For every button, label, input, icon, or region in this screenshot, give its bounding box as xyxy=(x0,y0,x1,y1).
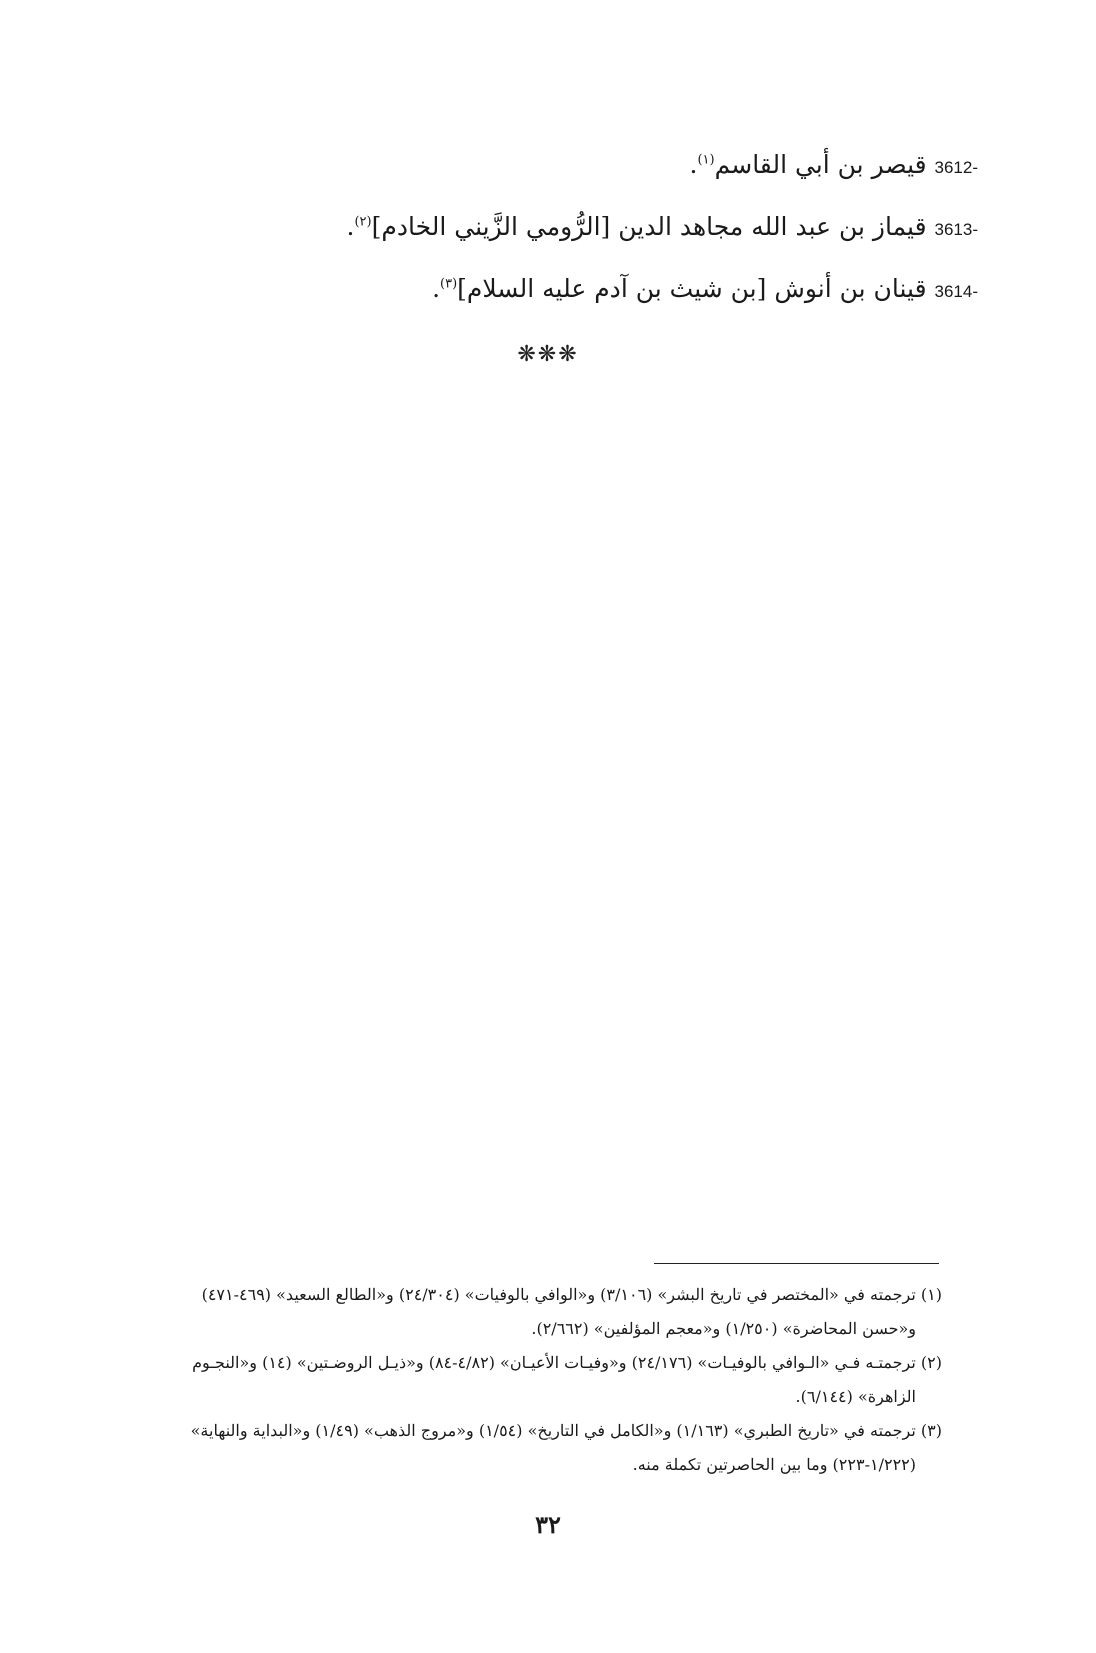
footnote-line: (١) ترجمته في «المختصر في تاريخ البشر» (٣/١٠٦) و«الوافي بالوفيات» (٢٤/٣٠٤) و«الطالع السعيد» (٤٦٩-٤٧١) xyxy=(201,1285,942,1304)
footnote-line: (٢) ترجمتـه فـي «الـوافي بالوفيـات» (٢٤/١٧٦) و«وفيـات الأعيـان» (٤/٨٢-٨٤) و«ذيـل الروضـتين» (١٤) و«النجـوم xyxy=(192,1353,942,1372)
footnote-3 xyxy=(112,1414,942,1482)
footnote-line: (٣) ترجمته في «تاريخ الطبري» (١/١٦٣) و«الكامل في التاريخ» (١/٥٤) و«مروج الذهب» (١/٤٩) و«البداية والنهاية» xyxy=(190,1421,942,1440)
footnote-reference[interactable]: (١) xyxy=(697,152,715,168)
entry-text: قيصر بن أبي القاسم xyxy=(714,150,927,179)
entry-number: 3613- xyxy=(934,220,978,239)
entry-text: قينان بن أنوش [بن شيث بن آدم عليه السلام] xyxy=(457,274,927,303)
page-number: ٣٢ xyxy=(535,1510,561,1539)
footnote-line: (١/٢٢٢-٢٢٣) وما بين الحاصرتين تكملة منه. xyxy=(632,1455,916,1474)
footnote-2 xyxy=(112,1346,942,1414)
entry-end-mark: . xyxy=(346,212,355,241)
entry-end-mark: . xyxy=(689,150,698,179)
entry-number: 3612- xyxy=(934,158,978,177)
entry-3613 xyxy=(118,210,978,247)
footnote-reference[interactable]: (٣) xyxy=(440,276,458,292)
entry-text: قيماز بن عبد الله مجاهد الدين [الرُّومي الزَّيني الخادم] xyxy=(371,212,927,241)
entry-end-mark: . xyxy=(432,274,441,303)
entry-number: 3614- xyxy=(934,282,978,301)
entry-3612 xyxy=(118,148,978,185)
footnote-line: و«حسن المحاضرة» (١/٢٥٠) و«معجم المؤلفين» (٢/٦٦٢). xyxy=(531,1319,916,1338)
footnotes xyxy=(112,1278,942,1482)
footnote-reference[interactable]: (٢) xyxy=(354,214,372,230)
footnote-line: الزاهرة» (٦/١٤٤). xyxy=(795,1387,916,1406)
entry-3614 xyxy=(118,272,978,309)
entries-list xyxy=(118,148,978,334)
footnote-1 xyxy=(112,1278,942,1346)
footnote-divider xyxy=(654,1263,939,1264)
section-separator-ornament: ❋❋❋ xyxy=(517,342,579,367)
